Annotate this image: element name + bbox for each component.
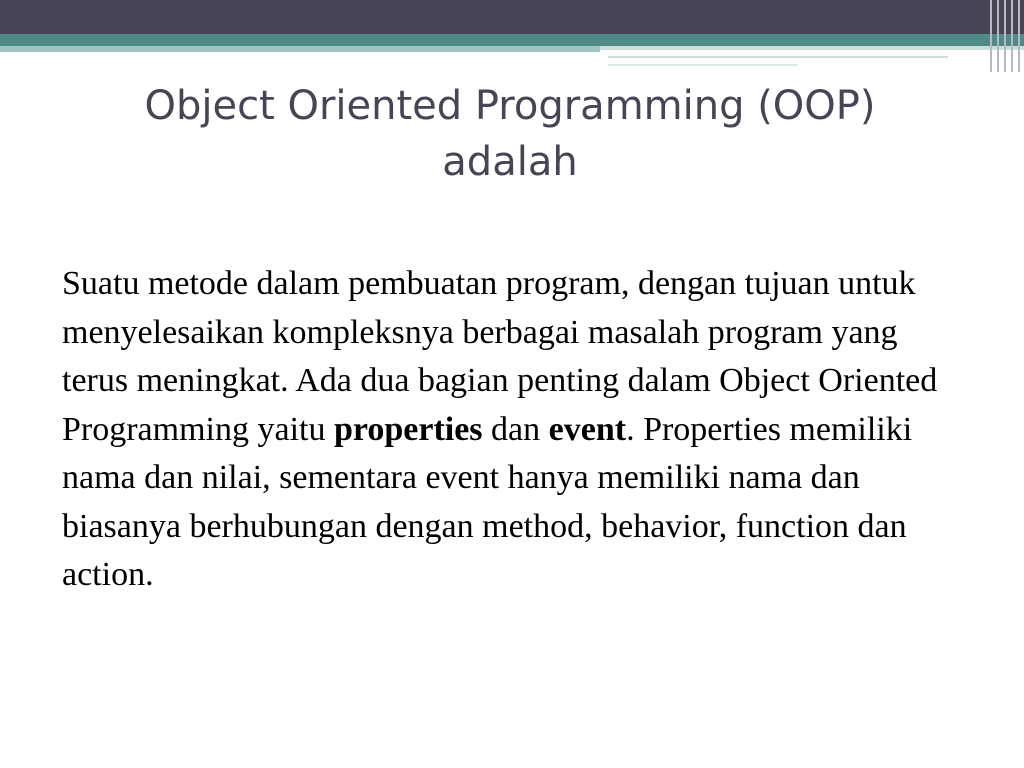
- slide-title: [60, 78, 960, 190]
- corner-stripes-decoration: [984, 0, 1024, 72]
- header-accent-line-short: [608, 64, 798, 66]
- body-text-part-1: Suatu metode dalam pembuatan program, dengan tujuan untuk menyelesaikan kompleksnya berbagai masalah program yang terus meningkat. Ada dua bagian penting dalam Object Oriented Programming yaitu: [62, 265, 938, 448]
- body-bold-properties: properties: [333, 410, 483, 448]
- header-band-light-right: [600, 46, 1024, 50]
- slide-body-text: [62, 260, 962, 600]
- header-band-light: [0, 46, 600, 52]
- body-text-part-3: . Properties memiliki nama dan nilai, sementara event hanya memiliki nama dan biasanya berhubungan dengan method, behavior, function dan action.: [62, 410, 913, 593]
- header-accent-line: [608, 56, 948, 58]
- slide-title-line-2: adalah: [442, 139, 578, 185]
- body-bold-event: event: [548, 410, 627, 448]
- header-band-teal: [0, 34, 1024, 46]
- header-band-dark: [0, 0, 1024, 34]
- slide-title-line-1: Object Oriented Programming (OOP): [144, 83, 876, 129]
- body-text-part-2: dan: [482, 410, 549, 448]
